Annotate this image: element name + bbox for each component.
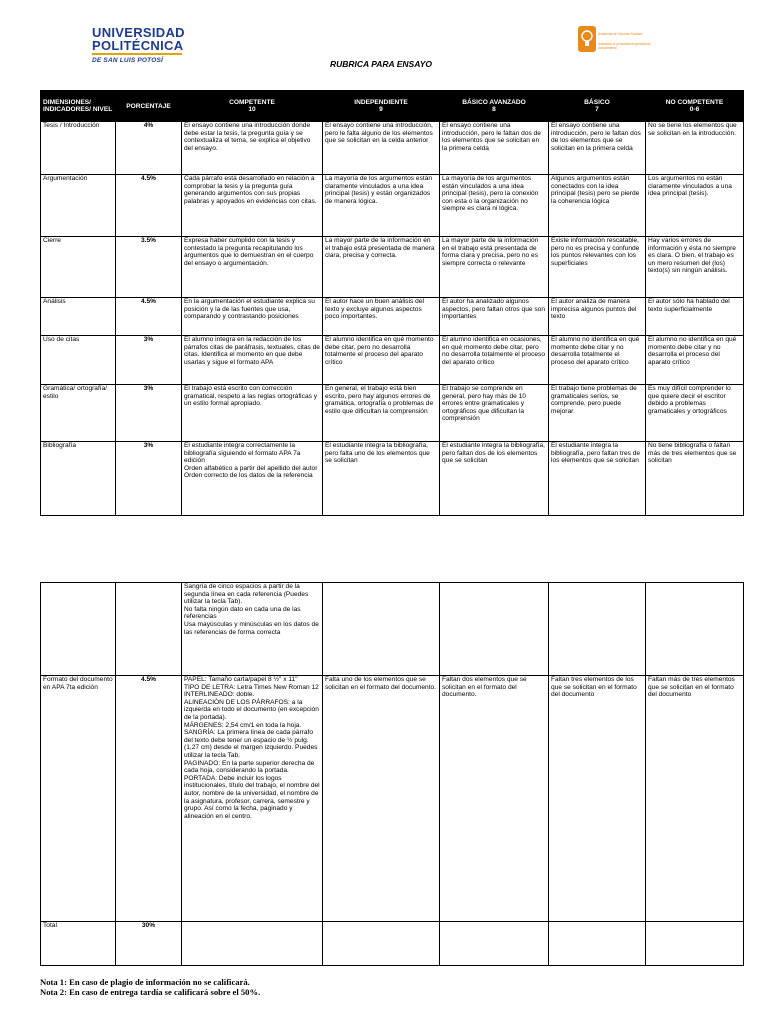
criterion-cell-0: El estudiante integra correctamente la bibliografía siguiendo el formato APA 7a edición Orden alfabético a partir del apellido del autor Orden correcto de los datos de la referencia bbox=[182, 442, 323, 516]
criterion-cell-4: Faltan más de tres elementos que se solicitan en el formato del documento bbox=[646, 676, 744, 922]
criterion-cell-2: La mayor parte de la información en el trabajo está presentada de forma clara y precisa, pero no es siempre correcta o relevante bbox=[440, 237, 549, 298]
criterion-cell-3: El autor analiza de manera imprecisa algunos puntos del texto bbox=[549, 298, 646, 336]
header-dimension: DIMENSIONES/ INDICADORES/ NIVEL bbox=[41, 91, 116, 122]
criterion-cell-2: El autor ha analizado algunos aspectos, pero faltan otros que son importantes bbox=[440, 298, 549, 336]
criterion-cell-3: El alumno no identifica en qué momento debe citar y no desarrolla totalmente el proceso del aparato crítico bbox=[549, 336, 646, 385]
university-name-line1: UNIVERSIDAD bbox=[92, 25, 185, 40]
criterion-cell-2: El alumno identifica en ocasiones, en qué momento debe citar, pero no desarrolla totalmente el proceso del aparato crítico bbox=[440, 336, 549, 385]
percentage-cell: 4.5% bbox=[116, 298, 182, 336]
criterion-cell-4: Hay varios errores de información y ésta no siempre es clara. O bien, el trabajo es un mero resumen del (los) texto(s) sin ningún análisis. bbox=[646, 237, 744, 298]
rubric-row bbox=[41, 385, 744, 442]
criterion-cell-0: El trabajo está escrito con corrección gramatical, respeto a las reglas ortográficas y un estilo formal apropiado. bbox=[182, 385, 323, 442]
header-level-3: BÁSICO 7 bbox=[549, 91, 646, 122]
dimension-cell: Total bbox=[41, 922, 116, 966]
logo-divider bbox=[92, 53, 182, 55]
criterion-cell-4: Los argumentos no están claramente vinculados a una idea principal (tesis). bbox=[646, 175, 744, 237]
dimension-cell: Cierre bbox=[41, 237, 116, 298]
criterion-cell-0: El ensayo contiene una introducción donde debe estar la tesis, la pregunta guía y se contextualiza el tema, se explica el objetivo del ensayo. bbox=[182, 122, 323, 175]
criterion-cell-0: En la argumentación el estudiante explica su posición y la de las fuentes que usa, comparando y contrastando posiciones bbox=[182, 298, 323, 336]
percentage-cell: 3% bbox=[116, 385, 182, 442]
criterion-cell-1: El estudiante integra la bibliografía, pero falta uno de los elementos que se solicitan bbox=[323, 442, 440, 516]
emblem-text-2: Activando el pensamiento generando conocimiento bbox=[598, 42, 651, 50]
rubric-row bbox=[41, 122, 744, 175]
percentage-cell: 3% bbox=[116, 442, 182, 516]
criterion-cell-1: El alumno identifica en qué momento debe citar, pero no desarrolla totalmente el proceso del aparato crítico bbox=[323, 336, 440, 385]
criterion-cell-3 bbox=[549, 583, 646, 676]
dimension-cell: Formato del documento en APA 7ta edición bbox=[41, 676, 116, 922]
criterion-cell-3 bbox=[549, 922, 646, 966]
dimension-cell: Bibliografía bbox=[41, 442, 116, 516]
dimension-cell: Tesis / Introducción bbox=[41, 122, 116, 175]
emblem-text-1: Academia de Ciencias Sociales bbox=[598, 32, 643, 36]
criterion-cell-3: El estudiante integra la bibliografía, pero faltan tres de los elementos que se solicitan bbox=[549, 442, 646, 516]
rubric-row bbox=[41, 583, 744, 676]
criterion-cell-4: El autor sólo ha hablado del texto superficialmente bbox=[646, 298, 744, 336]
rubric-row bbox=[41, 336, 744, 385]
university-logo bbox=[92, 26, 202, 65]
criterion-cell-4: El alumno no identifica en qué momento debe citar y no desarrolla el proceso del aparato crítico bbox=[646, 336, 744, 385]
criterion-cell-2: El trabajo se comprende en general, pero hay más de 10 errores entre gramaticales y ortográficos que dificultan la comprensión bbox=[440, 385, 549, 442]
criterion-cell-0: PAPEL: Tamaño carta/papel 8 ½" x 11" TIPO DE LETRA: Letra Times New Roman 12 INTERLINEADO: doble. ALINEACIÓN DE LOS PÁRRAFOS: a la izquierda en todo el documento (en excepción de la portada). MÁRGENES: 2,54 cm/1 en toda la hoja. SANGRÍA: La primera línea de cada párrafo del texto debe tener un espacio de ½ pulg. (1,27 cm) desde el margen izquierdo. Puedes utilizar la tecla Tab. PAGINADO: En la parte superior derecha de cada hoja, considerando la portada. PORTADA: Debe incluir los logos institucionales, título del trabajo, el nombre del autor, nombre de la universidad, el nombre de la asignatura, profesor, carrera, semestre y grupo. Así como la fecha, paginado y alineación en el centro. bbox=[182, 676, 323, 922]
percentage-cell: 3.5% bbox=[116, 237, 182, 298]
rubric-row bbox=[41, 922, 744, 966]
rubric-table bbox=[40, 90, 744, 516]
rubric-header-row bbox=[41, 91, 744, 122]
note-2: Nota 2: En caso de entrega tardía se calificará sobre el 50%. bbox=[40, 987, 261, 997]
percentage-cell bbox=[116, 583, 182, 676]
percentage-cell: 30% bbox=[116, 922, 182, 966]
criterion-cell-2 bbox=[440, 922, 549, 966]
rubric-row bbox=[41, 237, 744, 298]
percentage-cell: 4.5% bbox=[116, 676, 182, 922]
percentage-cell: 4% bbox=[116, 122, 182, 175]
header-level-4: NO COMPETENTE 0-6 bbox=[646, 91, 744, 122]
percentage-cell: 3% bbox=[116, 336, 182, 385]
criterion-cell-0: Expresa haber cumplido con la tesis y contestado la pregunta recapitulando los argumentos que lo demuestran en el cuerpo del ensayo o argumentación. bbox=[182, 237, 323, 298]
criterion-cell-0: El alumno integra en la redacción de los párrafos citas de paráfrasis, textuales, citas de citas. Identifica el momento en que debe usarlas y sigue el formato APA bbox=[182, 336, 323, 385]
criterion-cell-3: Existe información rescatable, pero no es precisa y confunde los puntos relevantes con los superficiales bbox=[549, 237, 646, 298]
criterion-cell-4: No tiene bibliografía o faltan más de tres elementos que se solicitan bbox=[646, 442, 744, 516]
academy-emblem-icon bbox=[578, 26, 596, 52]
criterion-cell-2: Faltan dos elementos que se solicitan en el formato del documento. bbox=[440, 676, 549, 922]
note-1: Nota 1: En caso de plagio de información no se calificará. bbox=[40, 977, 250, 987]
rubric-row bbox=[41, 175, 744, 237]
criterion-cell-0 bbox=[182, 922, 323, 966]
criterion-cell-4 bbox=[646, 583, 744, 676]
criterion-cell-3: El ensayo contiene una introducción, pero le faltan dos de los elementos que se solicitan en la primera celda bbox=[549, 122, 646, 175]
university-name-line3: DE SAN LUIS POTOSÍ bbox=[92, 57, 164, 64]
criterion-cell-4: No se tiene los elementos que se solicitan en la introducción. bbox=[646, 122, 744, 175]
dimension-cell: Gramática/ ortografía/ estilo bbox=[41, 385, 116, 442]
criterion-cell-1: La mayor parte de la información en el trabajo está presentada de manera clara, precisa y correcta. bbox=[323, 237, 440, 298]
criterion-cell-1: El ensayo contiene una introducción, pero le falta alguno de los elementos que se solicitan en la celda anterior bbox=[323, 122, 440, 175]
notes bbox=[40, 977, 260, 997]
header-level-2: BÁSICO AVANZADO 8 bbox=[440, 91, 549, 122]
university-name-line2: POLITÉCNICA bbox=[92, 38, 184, 53]
header-percentage: PORCENTAJE bbox=[116, 91, 182, 122]
criterion-cell-1: La mayoría de los argumentos están claramente vinculados a una idea principal (tesis) y están organizados de manera lógica. bbox=[323, 175, 440, 237]
academy-emblem bbox=[576, 24, 656, 80]
criterion-cell-0: Cada párrafo está desarrollado en relación a comprobar la tesis y la pregunta guía generando argumentos con sus propias palabras y apoyados en evidencias con citas. bbox=[182, 175, 323, 237]
criterion-cell-1 bbox=[323, 583, 440, 676]
rubric-row bbox=[41, 676, 744, 922]
document-title: RUBRICA PARA ENSAYO bbox=[330, 59, 433, 69]
criterion-cell-0: Sangría de cinco espacios a partir de la segunda línea en cada referencia (Puedes utilizar la tecla Tab). No falta ningún dato en cada una de las referencias Usa mayúsculas y minúsculas en los datos de las referencias de forma correcta bbox=[182, 583, 323, 676]
criterion-cell-4 bbox=[646, 922, 744, 966]
criterion-cell-3: Algunos argumentos están conectados con la idea principal (tesis) pero se pierde la coherencia lógica bbox=[549, 175, 646, 237]
criterion-cell-3: Faltan tres elementos de los que se solicitan en el formato del documento bbox=[549, 676, 646, 922]
percentage-cell: 4.5% bbox=[116, 175, 182, 237]
dimension-cell: Uso de citas bbox=[41, 336, 116, 385]
criterion-cell-1: En general, el trabajo está bien escrito, pero hay algunos errores de gramática, ortografía o problemas de estilo que dificultan la comprensión bbox=[323, 385, 440, 442]
criterion-cell-2: El ensayo contiene una introducción, pero le faltan dos de los elementos que se solicitan en la primera celda bbox=[440, 122, 549, 175]
criterion-cell-1: El autor hace un buen análisis del texto y excluye algunos aspectos poco importantes. bbox=[323, 298, 440, 336]
header-level-1: INDEPENDIENTE 9 bbox=[323, 91, 440, 122]
header-level-0: COMPETENTE 10 bbox=[182, 91, 323, 122]
rubric-row bbox=[41, 298, 744, 336]
criterion-cell-2: La mayoría de los argumentos están vinculados a una idea principal (tesis), pero la conexión con esta o la organización no siempre es clara ni lógica. bbox=[440, 175, 549, 237]
rubric-table-continued bbox=[40, 582, 744, 966]
criterion-cell-1 bbox=[323, 922, 440, 966]
dimension-cell: Argumentación bbox=[41, 175, 116, 237]
criterion-cell-1: Falta uno de los elementos que se solicitan en el formato del documento. bbox=[323, 676, 440, 922]
criterion-cell-3: El trabajo tiene problemas de gramaticales serios, se comprende, pero puede mejorar bbox=[549, 385, 646, 442]
rubric-row bbox=[41, 442, 744, 516]
criterion-cell-2 bbox=[440, 583, 549, 676]
criterion-cell-4: Es muy difícil comprender lo que quiere decir el escritor debido a problemas gramaticales y ortográficos bbox=[646, 385, 744, 442]
criterion-cell-2: El estudiante integra la bibliografía, pero faltan dos de los elementos que se solicitan bbox=[440, 442, 549, 516]
dimension-cell bbox=[41, 583, 116, 676]
dimension-cell: Análisis bbox=[41, 298, 116, 336]
